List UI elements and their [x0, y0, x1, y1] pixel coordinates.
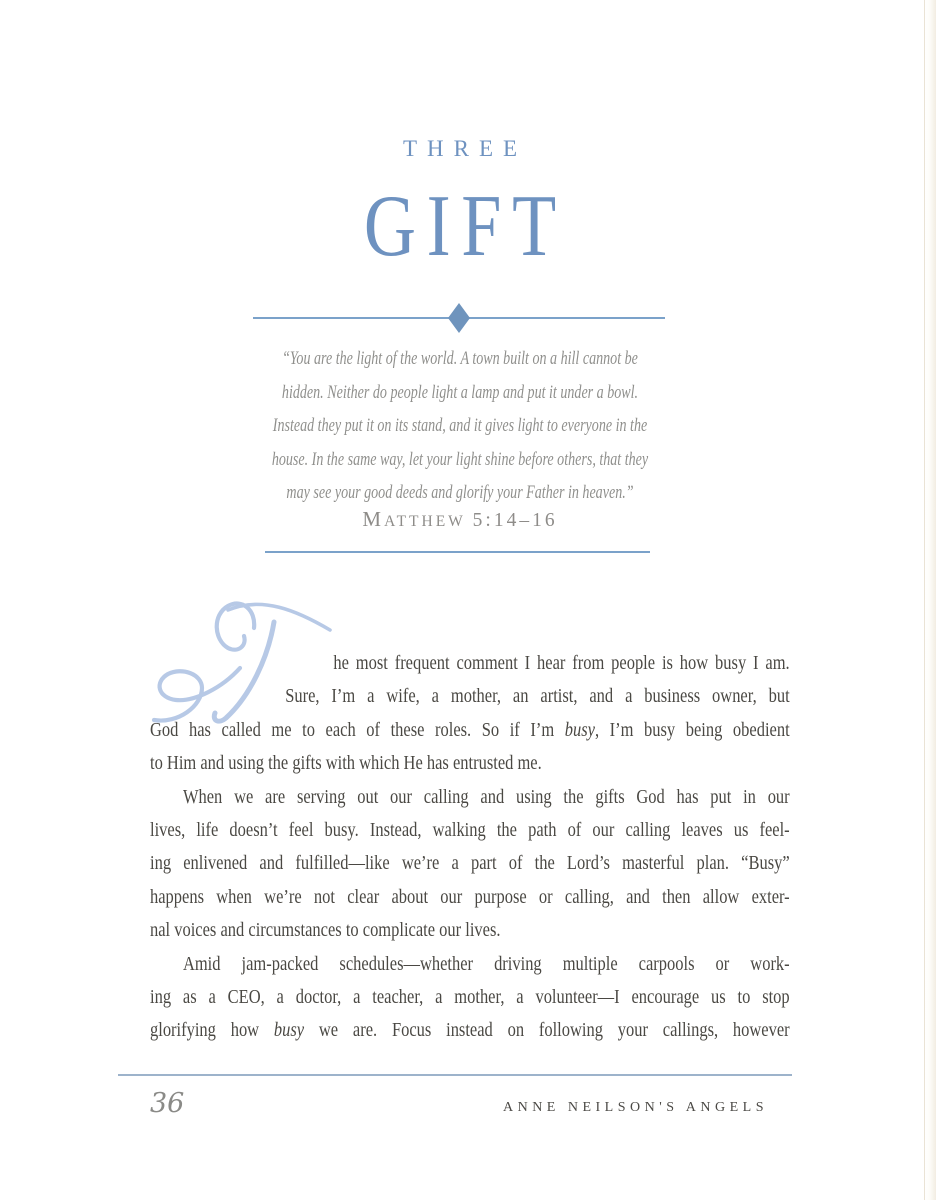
epigraph-quote	[120, 342, 801, 510]
epigraph-line: “You are the light of the world. A town built on a hill cannot be	[282, 348, 638, 369]
body-line: Amid jam-packed schedules—whether driving multiple carpools or work-	[182, 953, 790, 975]
body-line: glorifying how busy we are. Focus instead on following your callings, however	[150, 1020, 790, 1042]
body-text	[150, 647, 790, 1048]
scripture-reference-verses: 5:14–16	[472, 510, 558, 531]
chapter-number: THREE	[402, 136, 528, 161]
body-line: nal voices and circumstances to complicate our lives.	[150, 920, 501, 942]
epigraph-bottom-rule	[265, 551, 650, 553]
diamond-ornament-icon	[448, 303, 470, 333]
page-number: 36	[150, 1088, 185, 1119]
footer-rule	[118, 1074, 792, 1076]
running-head: ANNE NEILSON'S ANGELS	[502, 1100, 768, 1115]
body-line: lives, life doesn’t feel busy. Instead, walking the path of our calling leaves us feel-	[150, 820, 790, 842]
body-line: ing as a CEO, a doctor, a teacher, a mother, a volunteer—I encourage us to stop	[150, 987, 790, 1009]
epigraph-line: hidden. Neither do people light a lamp and put it under a bowl.	[281, 381, 639, 403]
scripture-reference-initial: M	[362, 507, 385, 531]
epigraph-line: Instead they put it on its stand, and it gives light to everyone in the	[272, 415, 648, 436]
body-line: Sure, I’m a wife, a mother, an artist, and a business owner, but	[285, 686, 790, 708]
body-line: When we are serving out our calling and using the gifts God has put in our	[182, 786, 790, 808]
scripture-reference-smallcaps: ATTHEW	[384, 513, 466, 530]
chapter-title: GIFT	[363, 178, 567, 275]
body-line: happens when we’re not clear about our purpose or calling, and then allow exter-	[150, 886, 790, 908]
body-line: to Him and using the gifts with which He has entrusted me.	[150, 753, 542, 775]
page-edge	[924, 0, 936, 1200]
scripture-reference	[0, 505, 920, 536]
body-line: God has called me to each of these roles. So if I’m busy, I’m busy being obedient	[150, 719, 790, 741]
epigraph-line: may see your good deeds and glorify your Father in heaven.”	[286, 482, 634, 503]
body-line: ing enlivened and fulfilled—like we’re a part of the Lord’s masterful plan. “Busy”	[150, 853, 790, 875]
body-line: he most frequent comment I hear from people is how busy I am.	[333, 653, 790, 674]
epigraph-line: house. In the same way, let your light shine before others, that they	[271, 448, 649, 470]
